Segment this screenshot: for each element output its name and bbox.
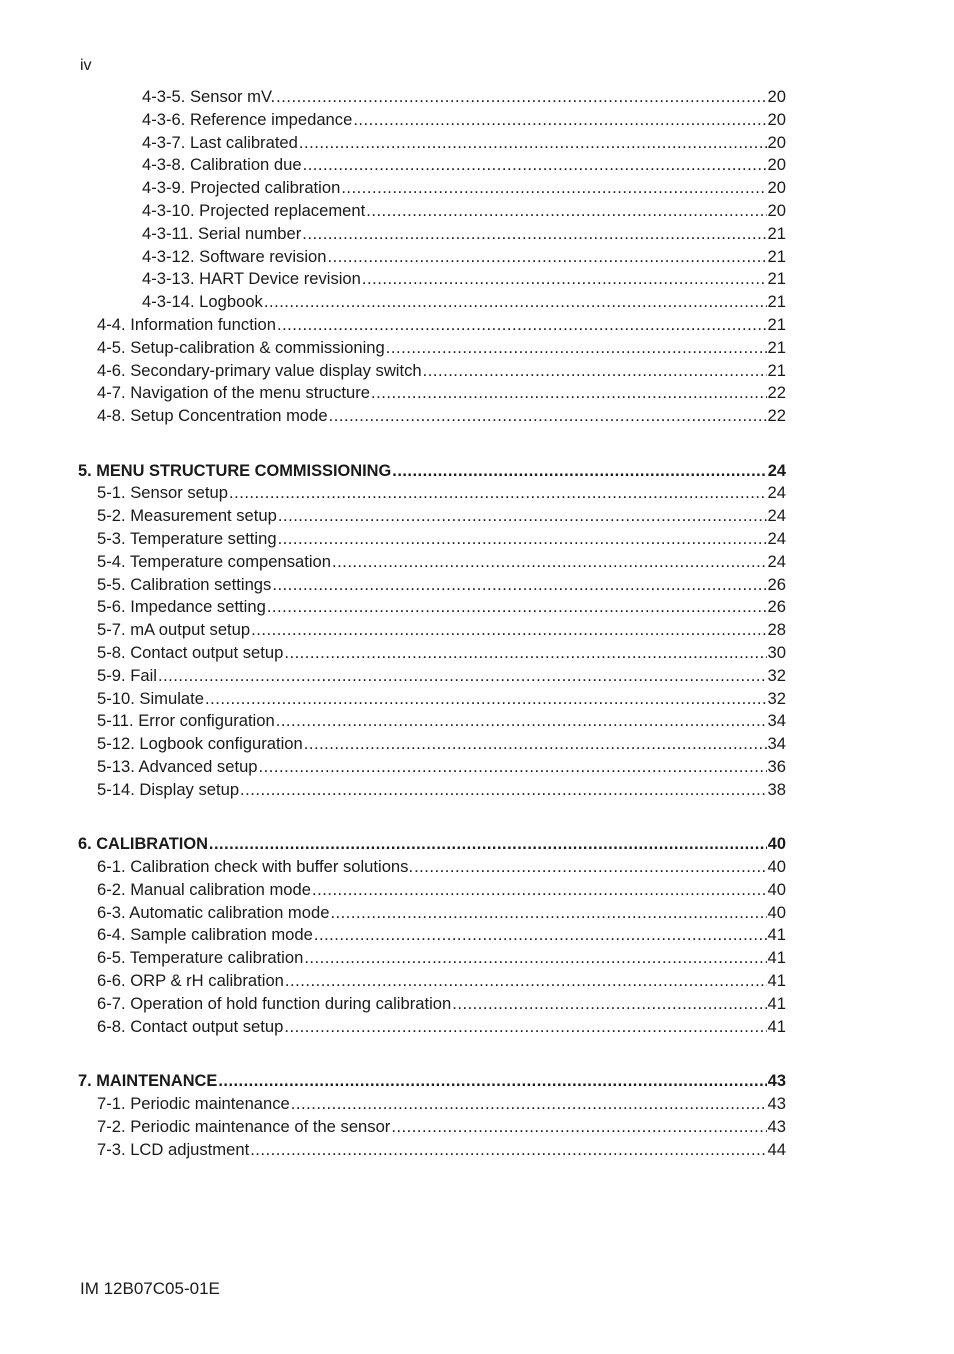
toc-entry-title: 4-3-14. Logbook xyxy=(142,292,263,312)
dot-leader xyxy=(276,86,766,109)
toc-entry-title: 5-10. Simulate xyxy=(97,688,204,708)
dot-leader xyxy=(332,551,767,574)
dot-leader xyxy=(240,779,766,802)
toc-entry[interactable] xyxy=(97,405,786,428)
toc-entry[interactable] xyxy=(97,360,786,383)
toc-entry-page: 36 xyxy=(767,757,786,776)
toc-entry-title: 4-4. Information function xyxy=(97,314,276,334)
dot-leader xyxy=(414,856,766,879)
dot-leader xyxy=(303,154,767,177)
dot-leader xyxy=(284,642,766,665)
toc-entry-page: 21 xyxy=(767,292,786,312)
toc-entry-page: 20 xyxy=(767,132,786,152)
toc-entry[interactable] xyxy=(97,970,786,993)
toc-entry-page: 21 xyxy=(767,223,786,243)
dot-leader xyxy=(391,1116,766,1139)
toc-entry[interactable] xyxy=(142,86,786,109)
dot-leader xyxy=(205,688,767,711)
toc-entry-page: 41 xyxy=(767,925,786,945)
toc-chapter-entry[interactable] xyxy=(78,1070,786,1093)
toc-entry-title: 4-8. Setup Concentration mode xyxy=(97,406,328,426)
toc-entry-title: 7-3. LCD adjustment xyxy=(97,1139,250,1159)
toc-entry-page: 20 xyxy=(767,109,786,129)
toc-entry[interactable] xyxy=(97,856,786,879)
toc-entry-title: 4-3-10. Projected replacement xyxy=(142,200,366,220)
toc-entry-title: 5. MENU STRUCTURE COMMISSIONING xyxy=(78,461,392,480)
toc-entry-title: 6-4. Sample calibration mode xyxy=(97,925,313,945)
dot-leader xyxy=(366,200,766,223)
toc-entry-title: 5-4. Temperature compensation xyxy=(97,551,331,571)
dot-leader xyxy=(284,1016,766,1039)
dot-leader xyxy=(386,337,767,360)
toc-entry-page: 26 xyxy=(767,597,786,617)
toc-entry-page: 41 xyxy=(767,948,786,968)
toc-entry[interactable] xyxy=(142,291,786,314)
toc-entry[interactable] xyxy=(142,200,786,223)
toc-entry-title: 5-1. Sensor setup xyxy=(97,483,228,503)
toc-chapter-entry[interactable] xyxy=(78,460,786,483)
dot-leader xyxy=(218,1070,766,1093)
toc-entry-title: 5-12. Logbook configuration xyxy=(97,734,303,754)
toc-entry-page: 38 xyxy=(767,779,786,799)
dot-leader xyxy=(392,460,767,483)
toc-entry-title: 5-3. Temperature setting xyxy=(97,529,277,549)
dot-leader xyxy=(291,1093,767,1116)
toc-entry[interactable] xyxy=(97,993,786,1016)
toc-entry-page: 24 xyxy=(767,529,786,549)
dot-leader xyxy=(314,924,767,947)
toc-entry[interactable] xyxy=(97,596,786,619)
toc-entry-title: 6-8. Contact output setup xyxy=(97,1016,284,1036)
toc-entry-title: 6-6. ORP & rH calibration xyxy=(97,971,284,991)
toc-entry-page: 24 xyxy=(767,506,786,526)
dot-leader xyxy=(330,902,766,925)
toc-entry-title: 7-2. Periodic maintenance of the sensor xyxy=(97,1116,391,1136)
toc-entry-page: 41 xyxy=(767,971,786,991)
toc-entry-title: 4-3-11. Serial number xyxy=(142,223,302,243)
toc-entry[interactable] xyxy=(97,688,786,711)
toc-entry-page: 21 xyxy=(767,337,786,357)
toc-entry-title: 5-2. Measurement setup xyxy=(97,506,277,526)
toc-entry-title: 6. CALIBRATION xyxy=(78,835,208,854)
toc-entry-page: 21 xyxy=(767,314,786,334)
toc-entry[interactable] xyxy=(142,154,786,177)
table-of-contents xyxy=(0,86,954,1161)
toc-entry-page: 41 xyxy=(767,1016,786,1036)
toc-entry-title: 6-1. Calibration check with buffer solutions. xyxy=(97,857,414,877)
toc-entry-page: 26 xyxy=(767,574,786,594)
dot-leader xyxy=(302,223,766,246)
toc-entry-title: 4-3-6. Reference impedance xyxy=(142,109,353,129)
dot-leader xyxy=(158,665,767,688)
dot-leader xyxy=(278,505,767,528)
toc-entry-page: 43 xyxy=(767,1116,786,1136)
toc-entry-page: 43 xyxy=(767,1072,786,1091)
toc-entry-page: 30 xyxy=(767,643,786,663)
toc-entry[interactable] xyxy=(142,109,786,132)
dot-leader xyxy=(353,109,766,132)
toc-entry-title: 5-6. Impedance setting xyxy=(97,597,266,617)
toc-entry-title: 6-2. Manual calibration mode xyxy=(97,879,311,899)
dot-leader xyxy=(209,833,767,856)
toc-entry-page: 24 xyxy=(767,461,786,480)
document-id-footer: IM 12B07C05-01E xyxy=(80,1279,220,1298)
toc-entry-title: 7. MAINTENANCE xyxy=(78,1072,218,1091)
dot-leader xyxy=(362,268,767,291)
toc-entry-title: 4-5. Setup-calibration & commissioning xyxy=(97,337,385,357)
toc-entry-title: 4-3-12. Software revision xyxy=(142,246,327,266)
toc-entry[interactable] xyxy=(97,574,786,597)
dot-leader xyxy=(341,177,766,200)
toc-entry-page: 21 xyxy=(767,360,786,380)
dot-leader xyxy=(251,619,766,642)
toc-entry[interactable] xyxy=(97,528,786,551)
dot-leader xyxy=(327,246,766,269)
toc-entry-page: 20 xyxy=(767,178,786,198)
dot-leader xyxy=(371,382,767,405)
dot-leader xyxy=(229,482,767,505)
toc-entry-page: 28 xyxy=(767,620,786,640)
toc-entry[interactable] xyxy=(97,314,786,337)
toc-entry-page: 21 xyxy=(767,269,786,289)
toc-entry-page: 32 xyxy=(767,665,786,685)
toc-entry-title: 5-13. Advanced setup xyxy=(97,757,258,776)
toc-entry-title: 4-6. Secondary-primary value display switch xyxy=(97,360,422,380)
dot-leader xyxy=(304,733,767,756)
toc-entry[interactable] xyxy=(97,1116,786,1139)
toc-entry-title: 7-1. Periodic maintenance xyxy=(97,1093,290,1113)
toc-entry[interactable] xyxy=(97,779,786,802)
toc-entry-page: 22 xyxy=(767,406,786,426)
dot-leader xyxy=(285,970,767,993)
toc-entry[interactable] xyxy=(97,710,786,733)
toc-entry-title: 5-14. Display setup xyxy=(97,779,240,799)
dot-leader xyxy=(267,596,767,619)
dot-leader xyxy=(250,1139,766,1162)
toc-chapter-entry[interactable] xyxy=(78,833,786,856)
toc-entry[interactable] xyxy=(142,223,786,246)
toc-entry-page: 20 xyxy=(767,87,786,106)
toc-entry-title: 4-3-9. Projected calibration xyxy=(142,178,341,198)
toc-entry[interactable] xyxy=(97,733,786,756)
toc-entry[interactable] xyxy=(97,619,786,642)
toc-entry-page: 24 xyxy=(767,483,786,503)
dot-leader xyxy=(277,314,767,337)
toc-entry-title: 6-7. Operation of hold function during calibration xyxy=(97,993,452,1013)
dot-leader xyxy=(329,405,767,428)
toc-entry[interactable] xyxy=(97,1139,786,1162)
toc-entry-title: 6-5. Temperature calibration xyxy=(97,948,304,968)
toc-entry-title: 5-7. mA output setup xyxy=(97,620,251,640)
toc-entry-page: 22 xyxy=(767,383,786,403)
toc-entry-title: 4-7. Navigation of the menu structure xyxy=(97,383,371,403)
toc-entry[interactable] xyxy=(97,665,786,688)
toc-entry-page: 32 xyxy=(767,688,786,708)
toc-entry-page: 40 xyxy=(767,835,786,854)
toc-entry-page: 20 xyxy=(767,200,786,220)
toc-entry[interactable] xyxy=(142,177,786,200)
toc-entry[interactable] xyxy=(97,642,786,665)
toc-entry[interactable] xyxy=(97,1093,786,1116)
toc-entry-title: 5-8. Contact output setup xyxy=(97,643,284,663)
toc-entry[interactable] xyxy=(142,268,786,291)
section-spacer xyxy=(0,428,954,460)
toc-entry[interactable] xyxy=(97,924,786,947)
dot-leader xyxy=(264,291,767,314)
toc-entry-title: 4-3-13. HART Device revision xyxy=(142,269,361,289)
toc-entry-page: 41 xyxy=(767,993,786,1013)
dot-leader xyxy=(272,574,766,597)
toc-entry[interactable] xyxy=(97,1016,786,1039)
toc-entry-page: 40 xyxy=(767,857,786,877)
toc-entry-title: 4-3-7. Last calibrated xyxy=(142,132,298,152)
dot-leader xyxy=(423,360,767,383)
toc-entry[interactable] xyxy=(97,505,786,528)
toc-entry-page: 21 xyxy=(767,246,786,266)
toc-entry-title: 4-3-8. Calibration due xyxy=(142,155,302,175)
toc-entry[interactable] xyxy=(97,879,786,902)
dot-leader xyxy=(259,756,767,779)
dot-leader xyxy=(276,710,767,733)
toc-entry-title: 5-9. Fail xyxy=(97,665,157,685)
toc-entry-title: 5-11. Error configuration xyxy=(97,711,275,731)
toc-entry[interactable] xyxy=(97,337,786,360)
dot-leader xyxy=(299,132,767,155)
toc-entry-page: 40 xyxy=(767,879,786,899)
toc-entry-page: 43 xyxy=(767,1093,786,1113)
toc-entry[interactable] xyxy=(97,382,786,405)
dot-leader xyxy=(304,947,766,970)
section-spacer xyxy=(0,1038,954,1070)
toc-entry-page: 40 xyxy=(767,902,786,922)
toc-entry-page: 24 xyxy=(767,551,786,571)
toc-entry-page: 34 xyxy=(767,711,786,731)
toc-entry[interactable] xyxy=(97,756,786,779)
page-number: iv xyxy=(80,57,92,74)
toc-entry-title: 5-5. Calibration settings xyxy=(97,574,272,594)
dot-leader xyxy=(452,993,766,1016)
dot-leader xyxy=(278,528,767,551)
dot-leader xyxy=(312,879,767,902)
toc-entry[interactable] xyxy=(97,482,786,505)
section-spacer xyxy=(0,802,954,834)
toc-entry-page: 34 xyxy=(767,734,786,754)
toc-entry[interactable] xyxy=(97,902,786,925)
toc-entry[interactable] xyxy=(142,132,786,155)
toc-entry-page: 20 xyxy=(767,155,786,175)
toc-entry[interactable] xyxy=(142,246,786,269)
toc-entry-title: 4-3-5. Sensor mV. xyxy=(142,87,276,106)
toc-entry-title: 6-3. Automatic calibration mode xyxy=(97,902,330,922)
toc-entry[interactable] xyxy=(97,947,786,970)
toc-entry[interactable] xyxy=(97,551,786,574)
toc-entry-page: 44 xyxy=(767,1139,786,1159)
